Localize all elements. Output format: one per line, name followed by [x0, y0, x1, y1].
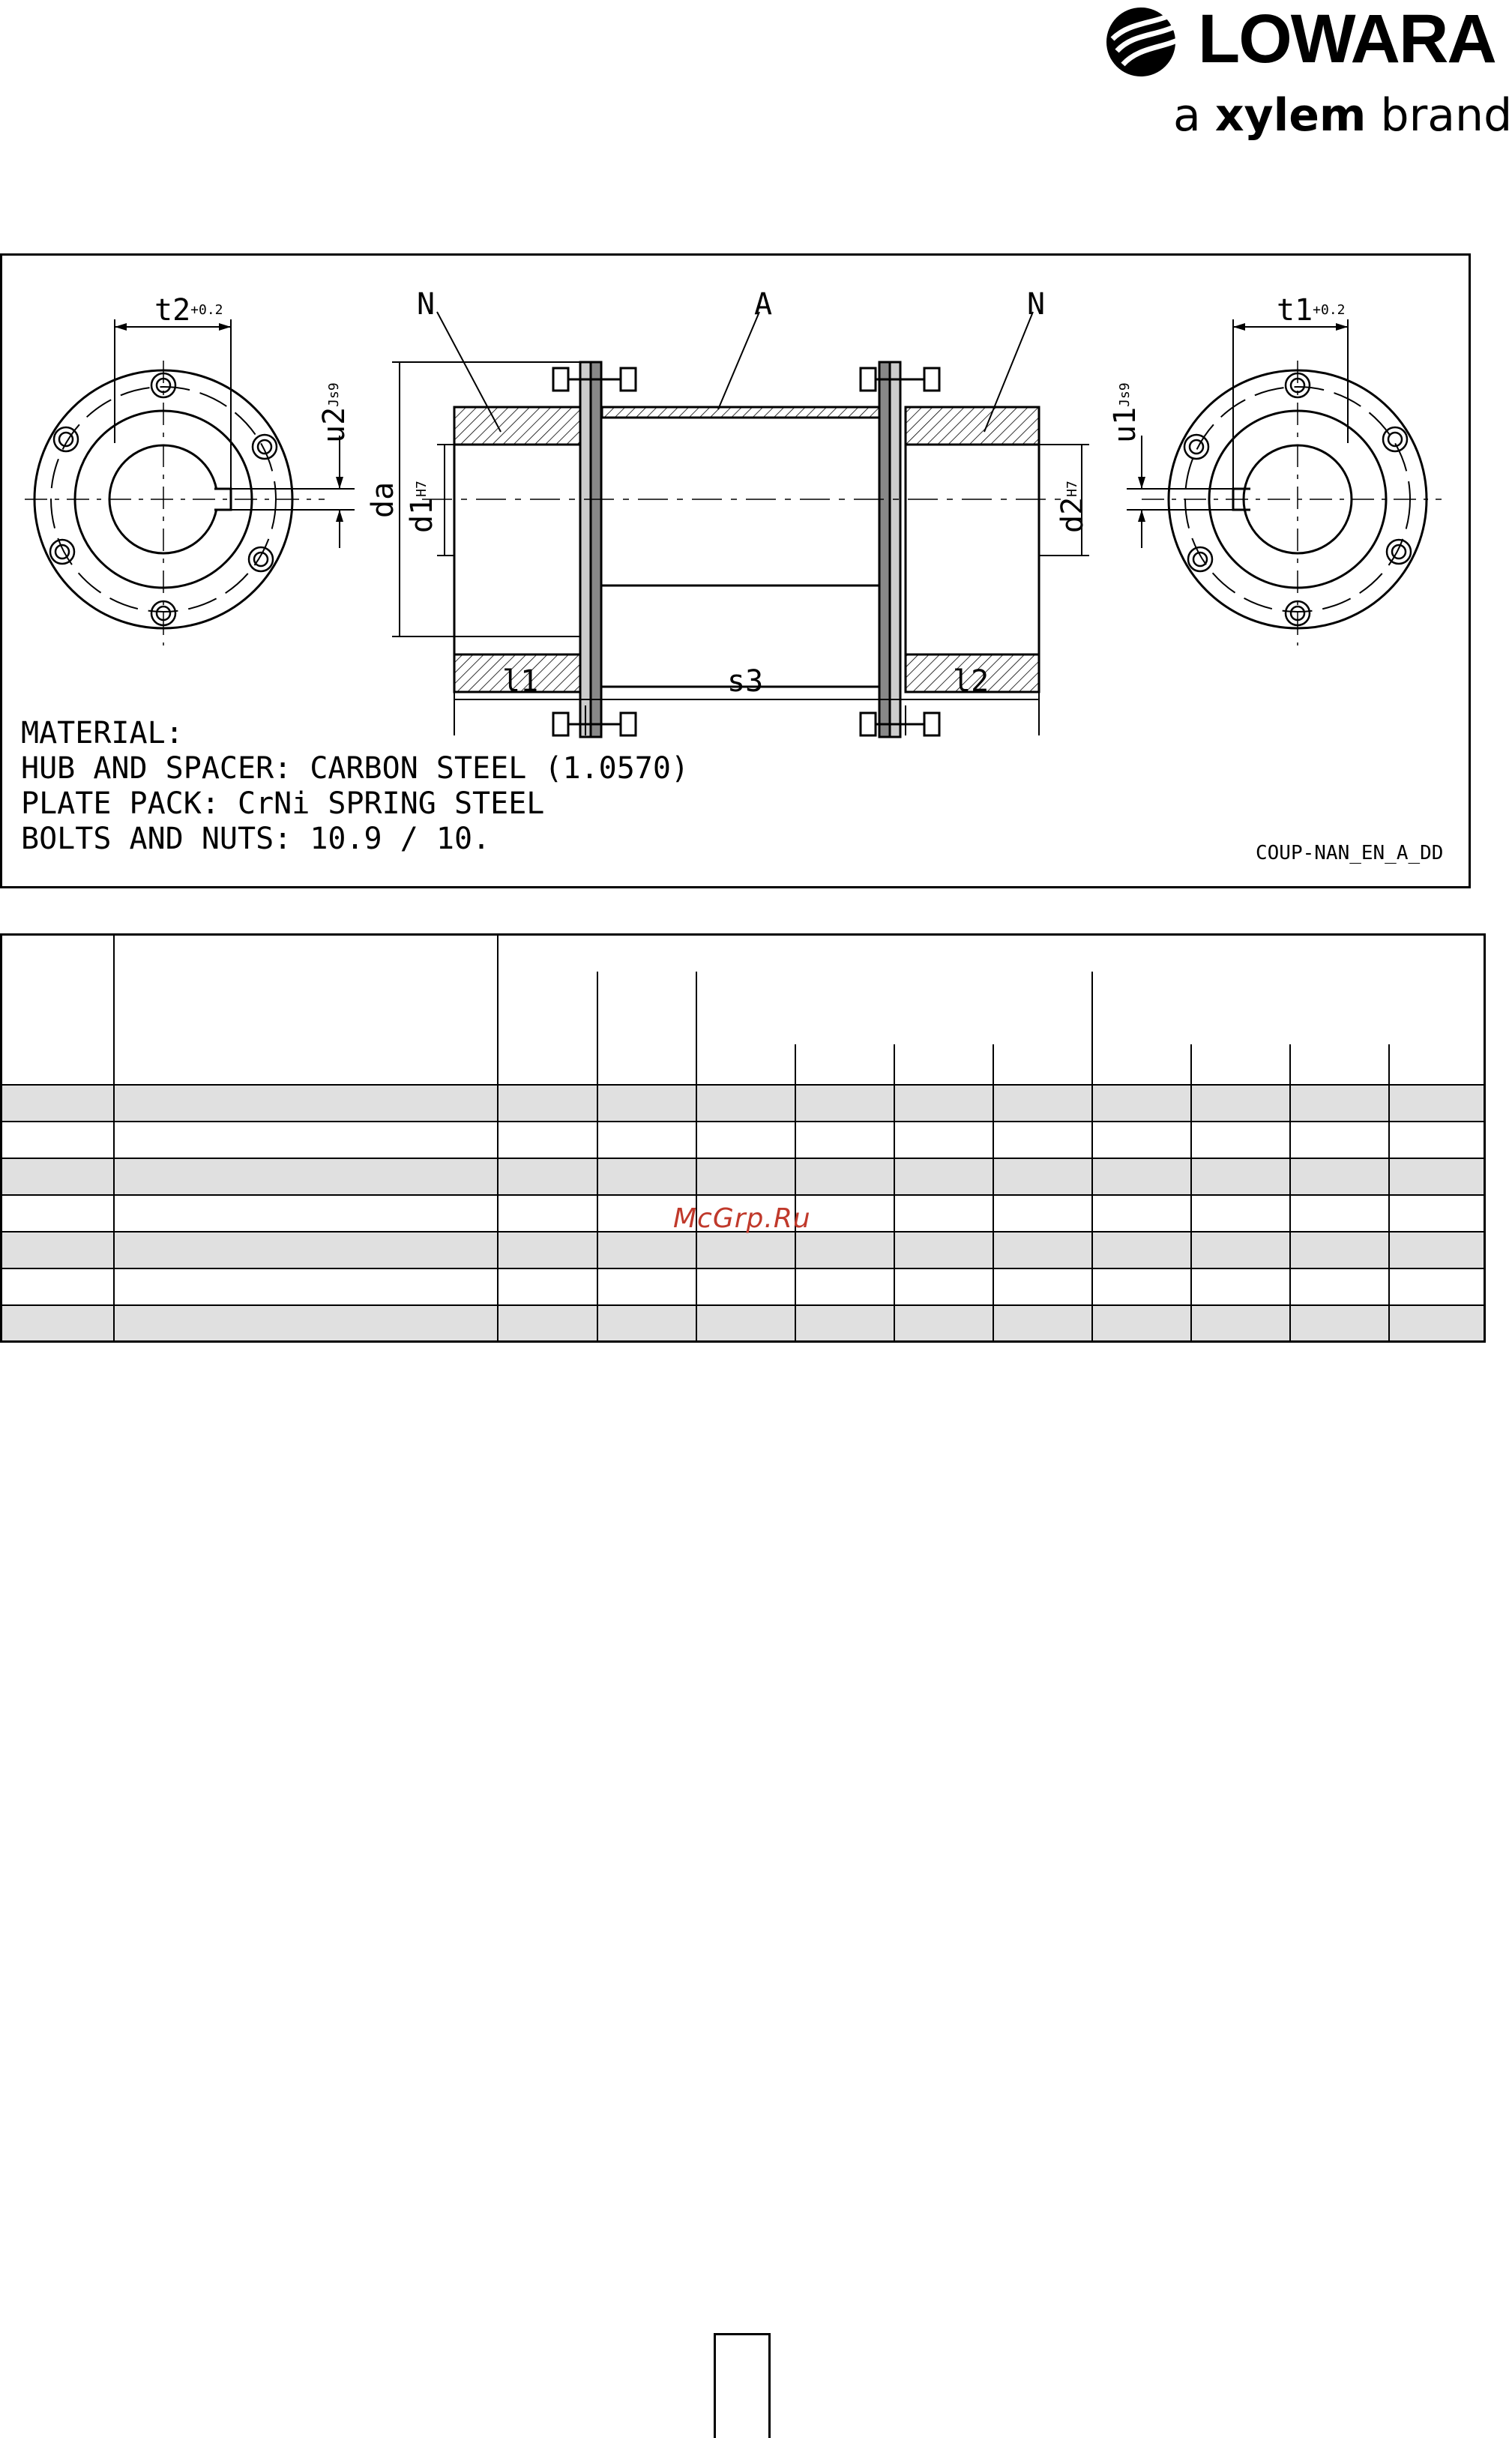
material-notes	[21, 716, 689, 857]
material-line-3: PLATE PACK: CrNi SPRING STEEL	[21, 786, 545, 821]
brand-logo	[1102, 0, 1512, 150]
drawing-code: COUP-NAN_EN_A_DD	[1256, 842, 1444, 864]
label-a: A	[754, 287, 773, 322]
material-line-1: MATERIAL:	[21, 716, 184, 750]
label-u2: $u2^{Js9}$	[317, 382, 352, 443]
left-flange-view	[25, 319, 355, 645]
brand-name: LOWARA	[1198, 1, 1496, 77]
right-flange-view	[1127, 319, 1442, 645]
material-line-2: HUB AND SPACER: CARBON STEEL (1.0570)	[21, 751, 690, 786]
label-l1: l1	[502, 664, 539, 699]
label-n-left: N	[417, 287, 436, 322]
table-grid	[2, 936, 1484, 1340]
page-number-box	[714, 2333, 771, 2438]
lowara-drop-icon	[1102, 4, 1184, 79]
brand-tagline: a xylem brand	[1173, 89, 1512, 142]
label-l2: l2	[953, 664, 990, 699]
label-d2: $d2^{H7}$	[1055, 481, 1090, 533]
label-d1: $d1^{H7}$	[405, 481, 439, 533]
label-da: da	[366, 481, 400, 518]
label-t1: $t1^{+0.2}$	[1277, 293, 1346, 328]
watermark: McGrp.Ru	[673, 1203, 811, 1234]
label-s3: s3	[727, 664, 764, 699]
material-line-4: BOLTS AND NUTS: 10.9 / 10.	[21, 822, 491, 856]
label-t2: $t2^{+0.2}$	[154, 293, 223, 328]
dimensions-table	[0, 933, 1486, 1343]
label-n-right: N	[1027, 287, 1046, 322]
label-u1: $u1^{Js9}$	[1108, 382, 1142, 443]
